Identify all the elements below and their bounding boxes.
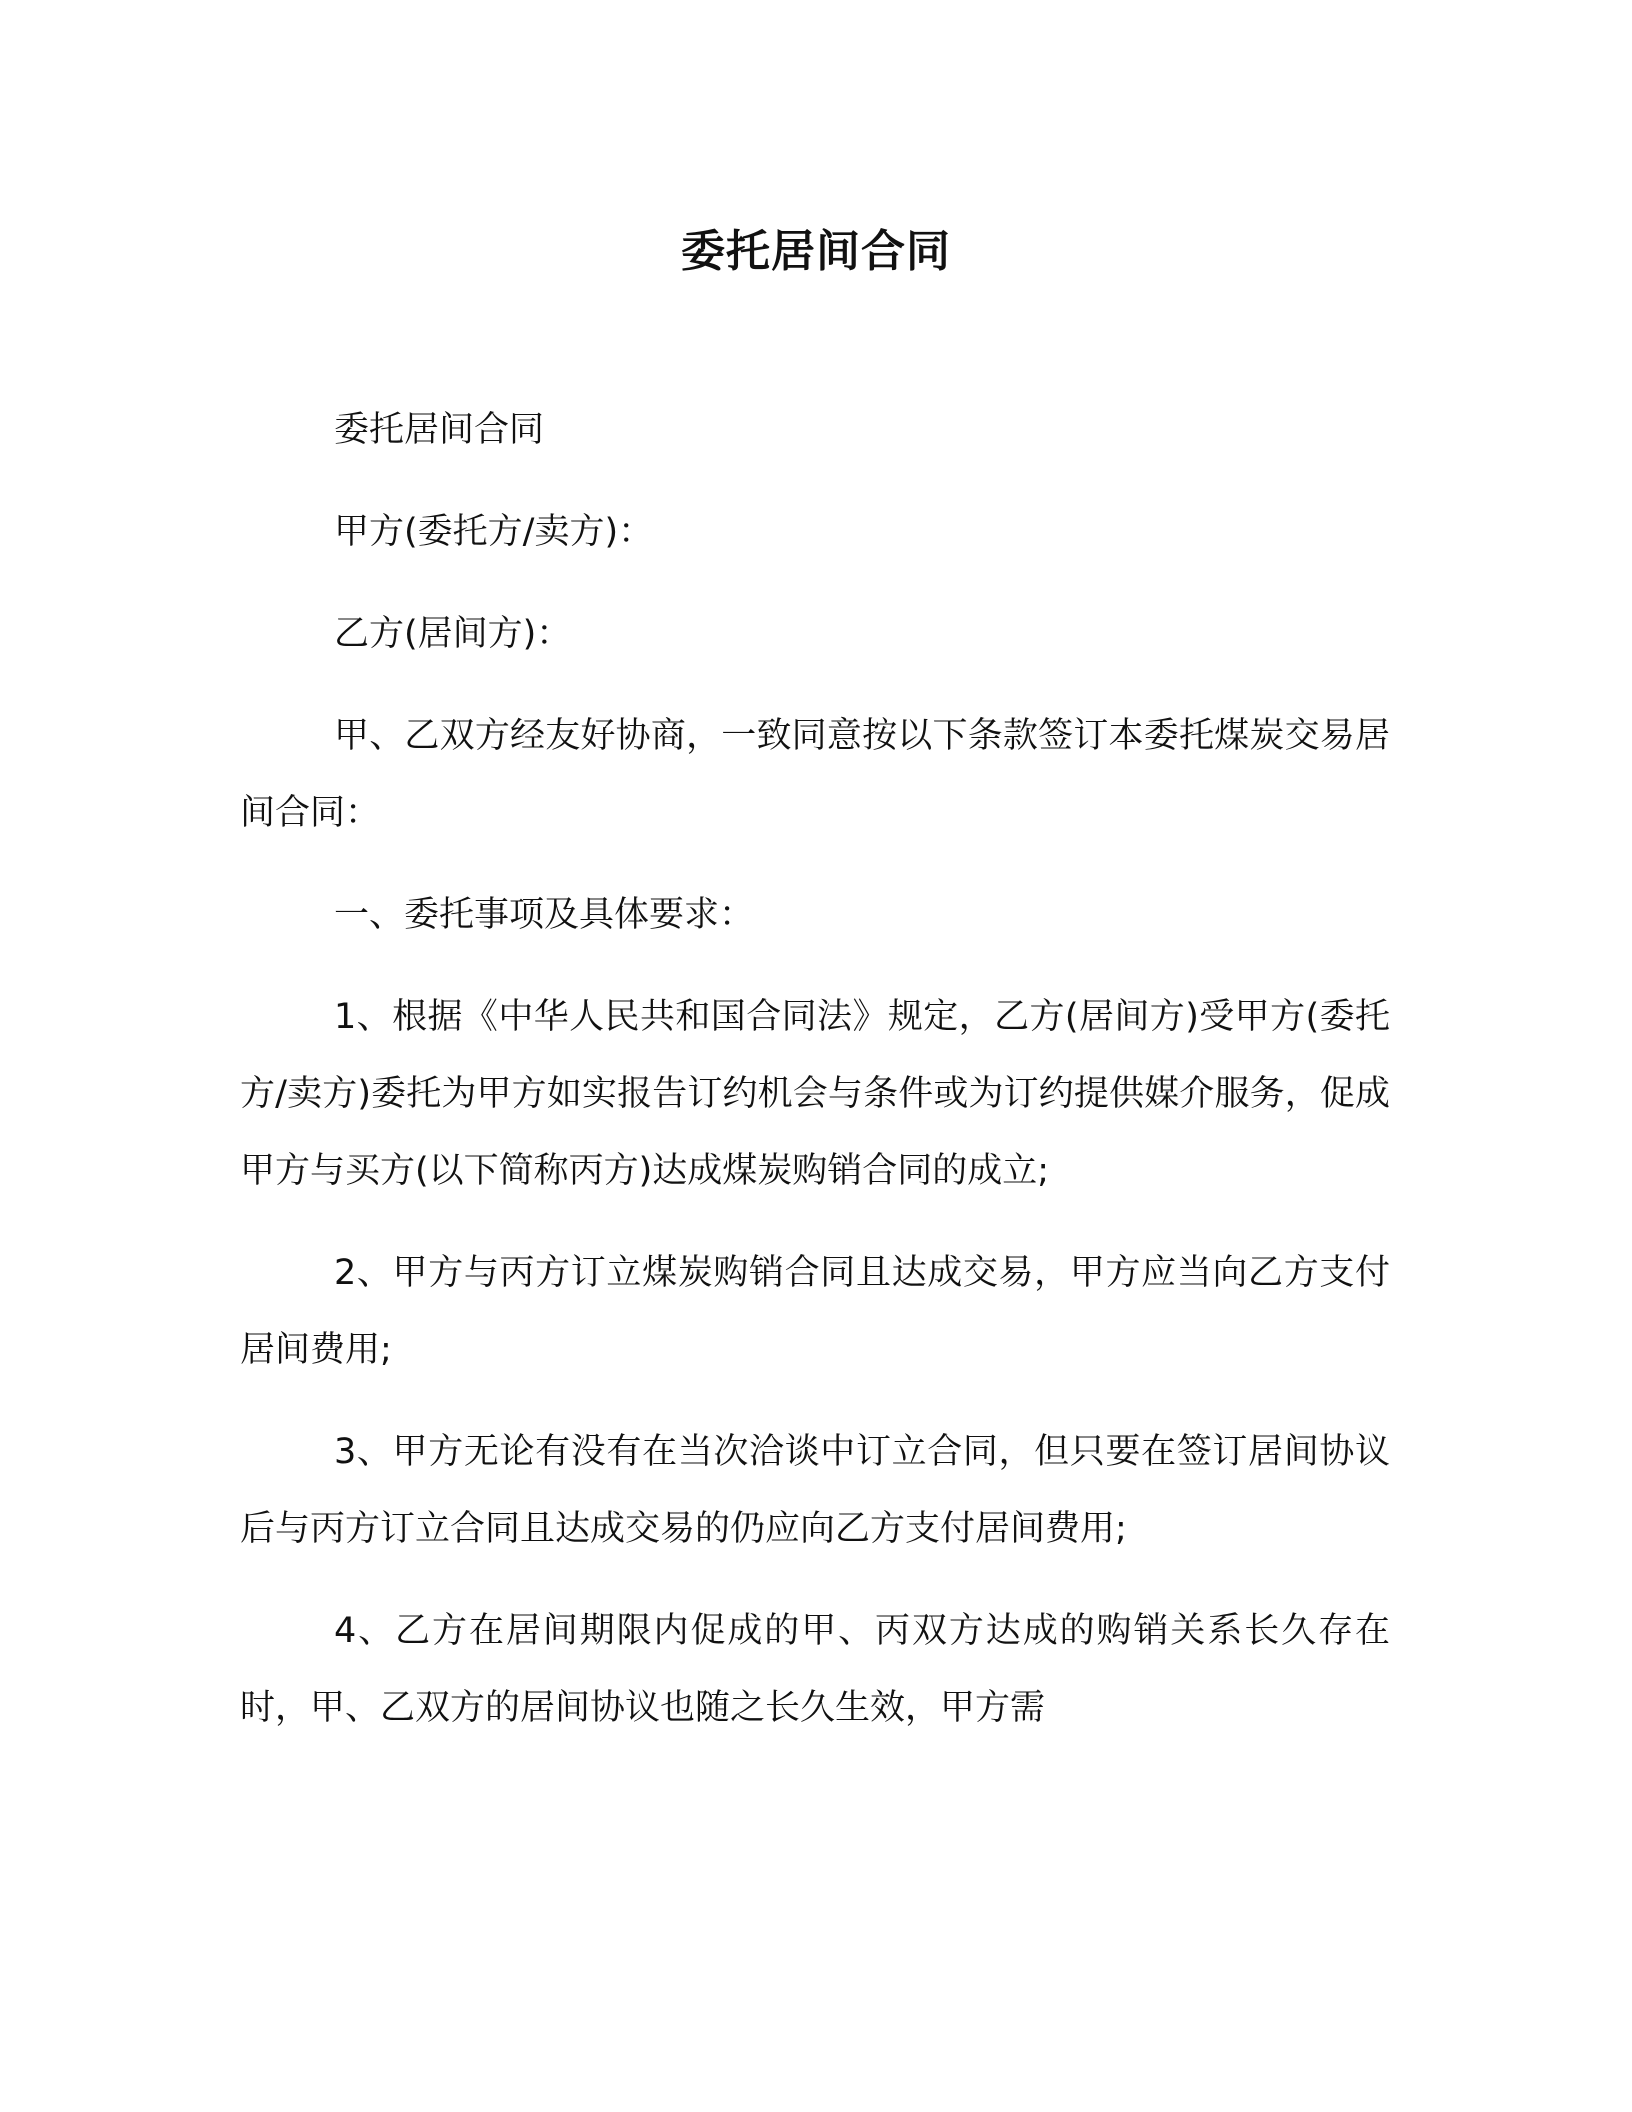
clause-4: 4、乙方在居间期限内促成的甲、丙双方达成的购销关系长久存在时，甲、乙双方的居间协议也随之长久生效，甲方需 [240,1611,1390,1728]
clause-2: 2、甲方与丙方订立煤炭购销合同且达成交易，甲方应当向乙方支付居间费用; [240,1253,1390,1370]
party-a-line: 甲方(委托方/卖方)： [334,512,654,552]
party-b-line: 乙方(居间方)： [334,614,572,654]
document-body [240,392,1390,1747]
clause-3: 3、甲方无论有没有在当次洽谈中订立合同，但只要在签订居间协议后与丙方订立合同且达成交易的仍应向乙方支付居间费用; [240,1432,1390,1549]
subtitle-paragraph: 委托居间合同 [334,410,545,450]
clause-1: 1、根据《中华人民共和国合同法》规定，乙方(居间方)受甲方(委托方/卖方)委托为甲方如实报告订约机会与条件或为订约提供媒介服务，促成甲方与买方(以下简称丙方)达成煤炭购销合同的成立; [240,997,1390,1191]
section-heading: 一、委托事项及具体要求： [334,895,755,935]
preamble-paragraph: 甲、乙双方经友好协商，一致同意按以下条款签订本委托煤炭交易居间合同： [240,716,1390,833]
document-title: 委托居间合同 [681,226,951,277]
